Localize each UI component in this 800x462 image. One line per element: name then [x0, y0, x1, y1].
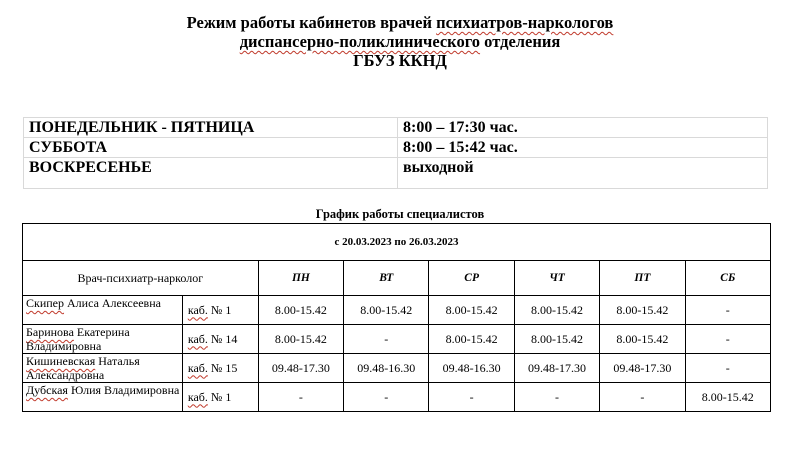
slot-tue: - — [344, 383, 429, 412]
slot-fri: - — [600, 383, 685, 412]
slot-wed: 8.00-15.42 — [429, 325, 514, 354]
hours-time: 8:00 – 17:30 час. — [398, 118, 768, 138]
day-header-fri: ПТ — [600, 261, 685, 296]
table-row — [23, 354, 771, 383]
title-line-3: ГБУЗ ККНД — [353, 51, 447, 70]
day-header-wed: СР — [429, 261, 514, 296]
slot-fri: 09.48-17.30 — [600, 354, 685, 383]
hours-time: 8:00 – 15:42 час. — [398, 138, 768, 158]
day-header-tue: ВТ — [344, 261, 429, 296]
slot-sat: - — [685, 296, 770, 325]
spellcheck-word: психиатров-наркологов — [436, 13, 614, 32]
slot-sat: - — [685, 354, 770, 383]
slot-tue: 8.00-15.42 — [344, 296, 429, 325]
day-header-sat: СБ — [685, 261, 770, 296]
schedule-table — [22, 223, 771, 412]
room-number: каб. № 1 — [182, 383, 258, 412]
slot-mon: 8.00-15.42 — [258, 296, 343, 325]
room-number: каб. № 14 — [182, 325, 258, 354]
hours-row — [24, 138, 768, 158]
slot-wed: - — [429, 383, 514, 412]
doctor-name: Дубская Юлия Владимировна — [23, 383, 183, 412]
spellcheck-word: диспансерно-поликлинического — [239, 32, 481, 51]
hours-days: ВОСКРЕСЕНЬЕ — [24, 158, 398, 189]
room-number: каб. № 15 — [182, 354, 258, 383]
document-title — [0, 13, 800, 70]
hours-row — [24, 158, 768, 189]
hours-days: СУББОТА — [24, 138, 398, 158]
day-header-mon: ПН — [258, 261, 343, 296]
slot-fri: 8.00-15.42 — [600, 325, 685, 354]
period-row — [23, 224, 771, 261]
schedule-period: с 20.03.2023 по 26.03.2023 — [23, 224, 771, 261]
slot-thu: 8.00-15.42 — [514, 325, 599, 354]
day-header-thu: ЧТ — [514, 261, 599, 296]
table-row — [23, 296, 771, 325]
doctor-column-header: Врач-психиатр-нарколог — [23, 261, 259, 296]
slot-tue: - — [344, 325, 429, 354]
room-number: каб. № 1 — [182, 296, 258, 325]
hours-row — [24, 118, 768, 138]
title-line-2: диспансерно-поликлинического отделения — [239, 32, 561, 51]
doctor-name: Скипер Алиса Алексеевна — [23, 296, 183, 325]
slot-mon: - — [258, 383, 343, 412]
slot-wed: 09.48-16.30 — [429, 354, 514, 383]
slot-mon: 8.00-15.42 — [258, 325, 343, 354]
slot-wed: 8.00-15.42 — [429, 296, 514, 325]
slot-thu: 8.00-15.42 — [514, 296, 599, 325]
slot-thu: - — [514, 383, 599, 412]
table-row — [23, 383, 771, 412]
working-hours-table — [23, 117, 768, 189]
table-row — [23, 325, 771, 354]
doctor-name: Баринова Екатерина Владимировна — [23, 325, 183, 354]
slot-sat: - — [685, 325, 770, 354]
slot-fri: 8.00-15.42 — [600, 296, 685, 325]
hours-days: ПОНЕДЕЛЬНИК - ПЯТНИЦА — [24, 118, 398, 138]
doctor-name: Кишиневская Наталья Александровна — [23, 354, 183, 383]
header-row — [23, 261, 771, 296]
slot-tue: 09.48-16.30 — [344, 354, 429, 383]
slot-mon: 09.48-17.30 — [258, 354, 343, 383]
schedule-title: График работы специалистов — [315, 207, 485, 221]
slot-sat: 8.00-15.42 — [685, 383, 770, 412]
slot-thu: 09.48-17.30 — [514, 354, 599, 383]
title-line-1: Режим работы кабинетов врачей психиатров-наркологов — [186, 13, 614, 32]
hours-time: выходной — [398, 158, 768, 189]
